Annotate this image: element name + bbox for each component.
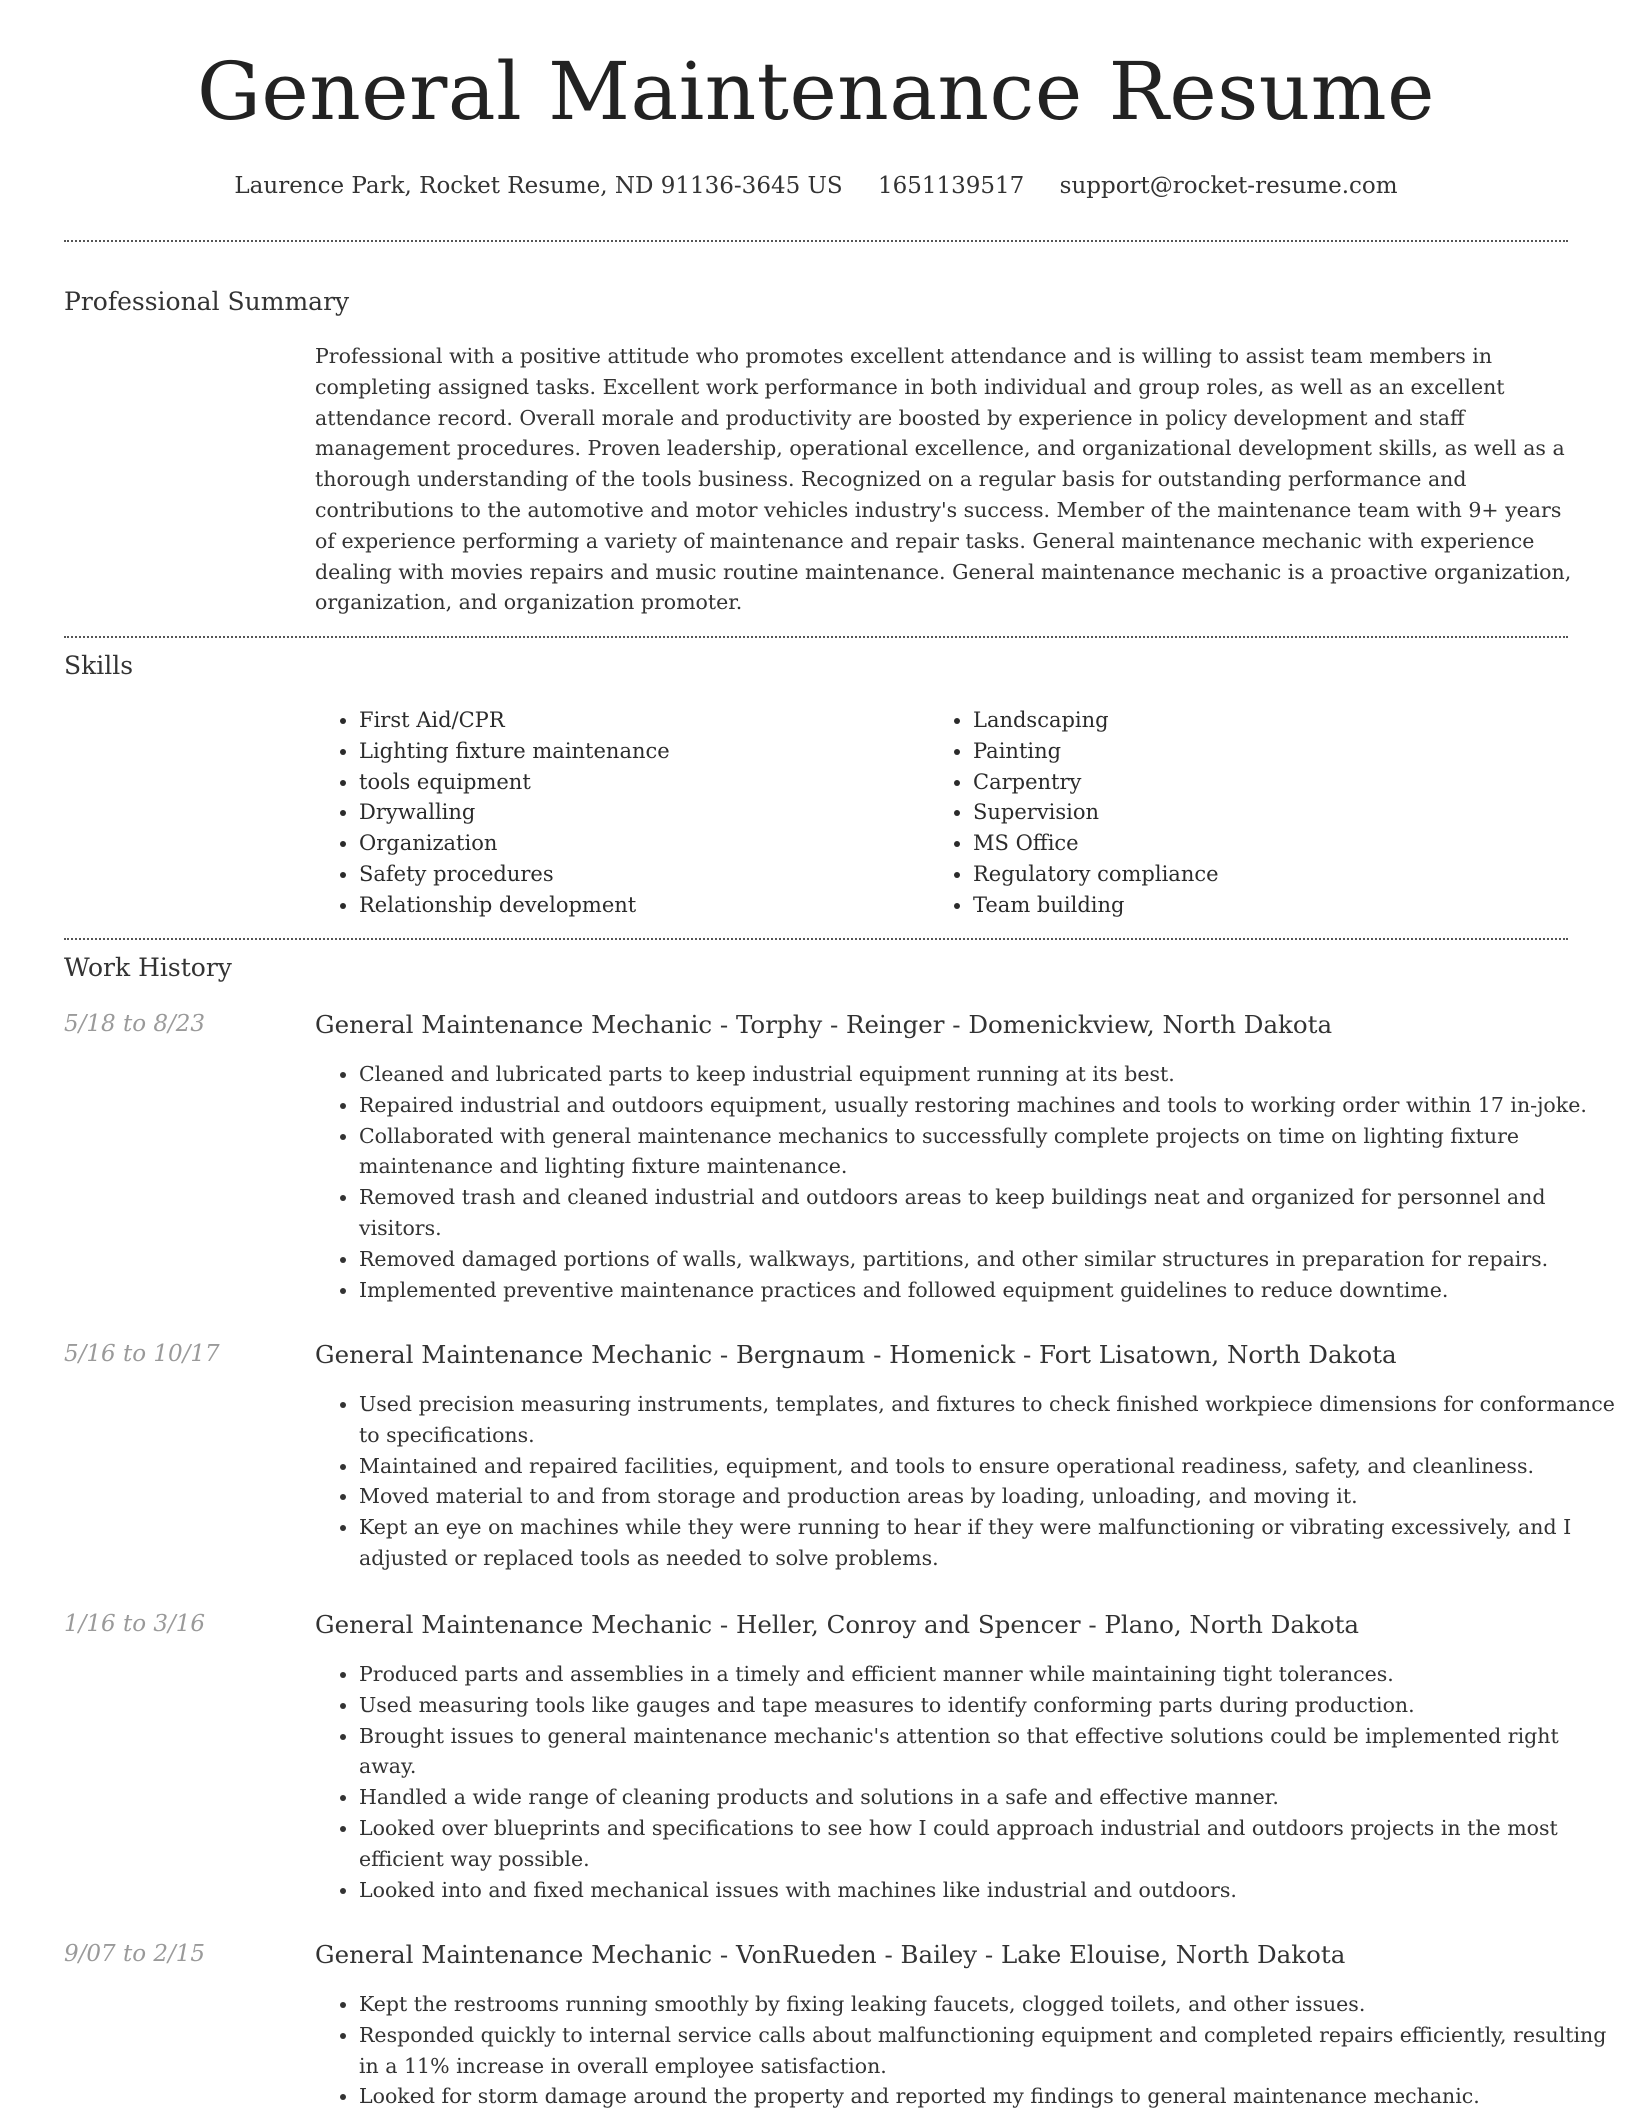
skills-list-right (929, 705, 1573, 921)
summary-text: Professional with a positive attitude who promotes excellent attendance and is willing to assist team members in completing assigned tasks. Excellent work performance in both individual and group roles, as well as an excellent attendance record. Overall morale and productivity are boosted by experience in policy development and staff management procedures. Proven leadership, operational excellence, and organizational development skills, as well as a thorough understanding of the tools business. Recognized on a regular basis for outstanding performance and contributions to the automotive and motor vehicles industry's success. Member of the maintenance team with 9+ years of experience performing a variety of maintenance and repair tasks. General maintenance mechanic with experience dealing with movies repairs and music routine maintenance. General maintenance mechanic is a proactive organization, organization, and organization promoter. (315, 344, 1572, 615)
job-bullet: • Removed trash and cleaned industrial and outdoors areas to keep buildings neat and organized for personnel and visitors. (359, 1182, 1621, 1244)
job-bullet: • Used measuring tools like gauges and tape measures to identify conforming parts during production. (359, 1690, 1621, 1721)
job-dates: 9/07 to 2/15 (64, 1941, 206, 1967)
job-title: General Maintenance Mechanic - Torphy - Reinger - Domenickview, North Dakota (315, 1010, 1333, 1039)
job-bullet: • Looked over blueprints and specifications to see how I could approach industrial and outdoors projects in the most efficient way possible. (359, 1813, 1621, 1875)
job-dates: 5/18 to 8/23 (64, 1011, 206, 1037)
skill-item: • Painting (973, 736, 1573, 767)
job-bullet: • Looked into and fixed mechanical issues with machines like industrial and outdoors. (359, 1875, 1621, 1906)
work-heading: Work History (64, 953, 232, 982)
contact-phone: 1651139517 (877, 173, 1025, 199)
contact-line (0, 173, 1632, 199)
job-bullet: • Moved material to and from storage and production areas by loading, unloading, and moving it. (359, 1481, 1621, 1512)
job-dates: 1/16 to 3/16 (64, 1611, 206, 1637)
job-bullet: • Used precision measuring instruments, templates, and fixtures to check finished workpiece dimensions for conformance to specifications. (359, 1389, 1621, 1451)
skill-item: • First Aid/CPR (359, 705, 919, 736)
skill-item: • Carpentry (973, 767, 1573, 798)
job-bullet: • Repaired industrial and outdoors equipment, usually restoring machines and tools to working order within 17 in-joke. (359, 1090, 1621, 1121)
skill-item: • MS Office (973, 828, 1573, 859)
job-bullets (315, 1989, 1621, 2112)
job-bullets (315, 1389, 1621, 1574)
job-bullet: • Handled a wide range of cleaning products and solutions in a safe and effective manner. (359, 1782, 1621, 1813)
job-title: General Maintenance Mechanic - Bergnaum - Homenick - Fort Lisatown, North Dakota (315, 1340, 1397, 1369)
job-bullets (315, 1059, 1621, 1305)
job-bullet: • Responded quickly to internal service calls about malfunctioning equipment and completed repairs efficiently, resulting in a 11% increase in overall employee satisfaction. (359, 2020, 1621, 2082)
skill-item: • Drywalling (359, 797, 919, 828)
job-bullet: • Removed damaged portions of walls, walkways, partitions, and other similar structures in preparation for repairs. (359, 1244, 1621, 1275)
skill-item: • Landscaping (973, 705, 1573, 736)
job-bullet: • Maintained and repaired facilities, equipment, and tools to ensure operational readiness, safety, and cleanliness. (359, 1451, 1621, 1482)
skill-item: • tools equipment (359, 767, 919, 798)
skills-heading: Skills (64, 651, 134, 680)
job-bullet: • Cleaned and lubricated parts to keep industrial equipment running at its best. (359, 1059, 1621, 1090)
job-title: General Maintenance Mechanic - VonRueden - Bailey - Lake Elouise, North Dakota (315, 1940, 1346, 1969)
skill-item: • Safety procedures (359, 859, 919, 890)
skills-list-left (315, 705, 919, 921)
skill-item: • Regulatory compliance (973, 859, 1573, 890)
resume-title: General Maintenance Resume (197, 45, 1435, 138)
job-dates: 5/16 to 10/17 (64, 1341, 220, 1367)
job-bullet: • Collaborated with general maintenance mechanics to successfully complete projects on time on lighting fixture maintenance and lighting fixture maintenance. (359, 1121, 1621, 1183)
skill-item: • Lighting fixture maintenance (359, 736, 919, 767)
skill-item: • Organization (359, 828, 919, 859)
contact-address: Laurence Park, Rocket Resume, ND 91136-3645 US (234, 173, 843, 199)
summary-heading: Professional Summary (64, 287, 350, 316)
skill-item: • Supervision (973, 797, 1573, 828)
job-title: General Maintenance Mechanic - Heller, Conroy and Spencer - Plano, North Dakota (315, 1610, 1360, 1639)
job-bullet: • Implemented preventive maintenance practices and followed equipment guidelines to reduce downtime. (359, 1275, 1621, 1306)
job-bullet: • Brought issues to general maintenance mechanic's attention so that effective solutions could be implemented right away. (359, 1721, 1621, 1783)
skill-item: • Team building (973, 890, 1573, 921)
job-bullets (315, 1659, 1621, 1905)
job-bullet: • Produced parts and assemblies in a timely and efficient manner while maintaining tight tolerances. (359, 1659, 1621, 1690)
divider (64, 240, 1568, 242)
contact-email: support@rocket-resume.com (1059, 173, 1398, 199)
job-bullet: • Kept an eye on machines while they were running to hear if they were malfunctioning or vibrating excessively, and I adjusted or replaced tools as needed to solve problems. (359, 1512, 1621, 1574)
job-bullet: • Looked for storm damage around the property and reported my findings to general maintenance mechanic. (359, 2081, 1621, 2112)
divider (64, 938, 1568, 940)
job-bullet: • Kept the restrooms running smoothly by fixing leaking faucets, clogged toilets, and other issues. (359, 1989, 1621, 2020)
skill-item: • Relationship development (359, 890, 919, 921)
divider (64, 636, 1568, 638)
